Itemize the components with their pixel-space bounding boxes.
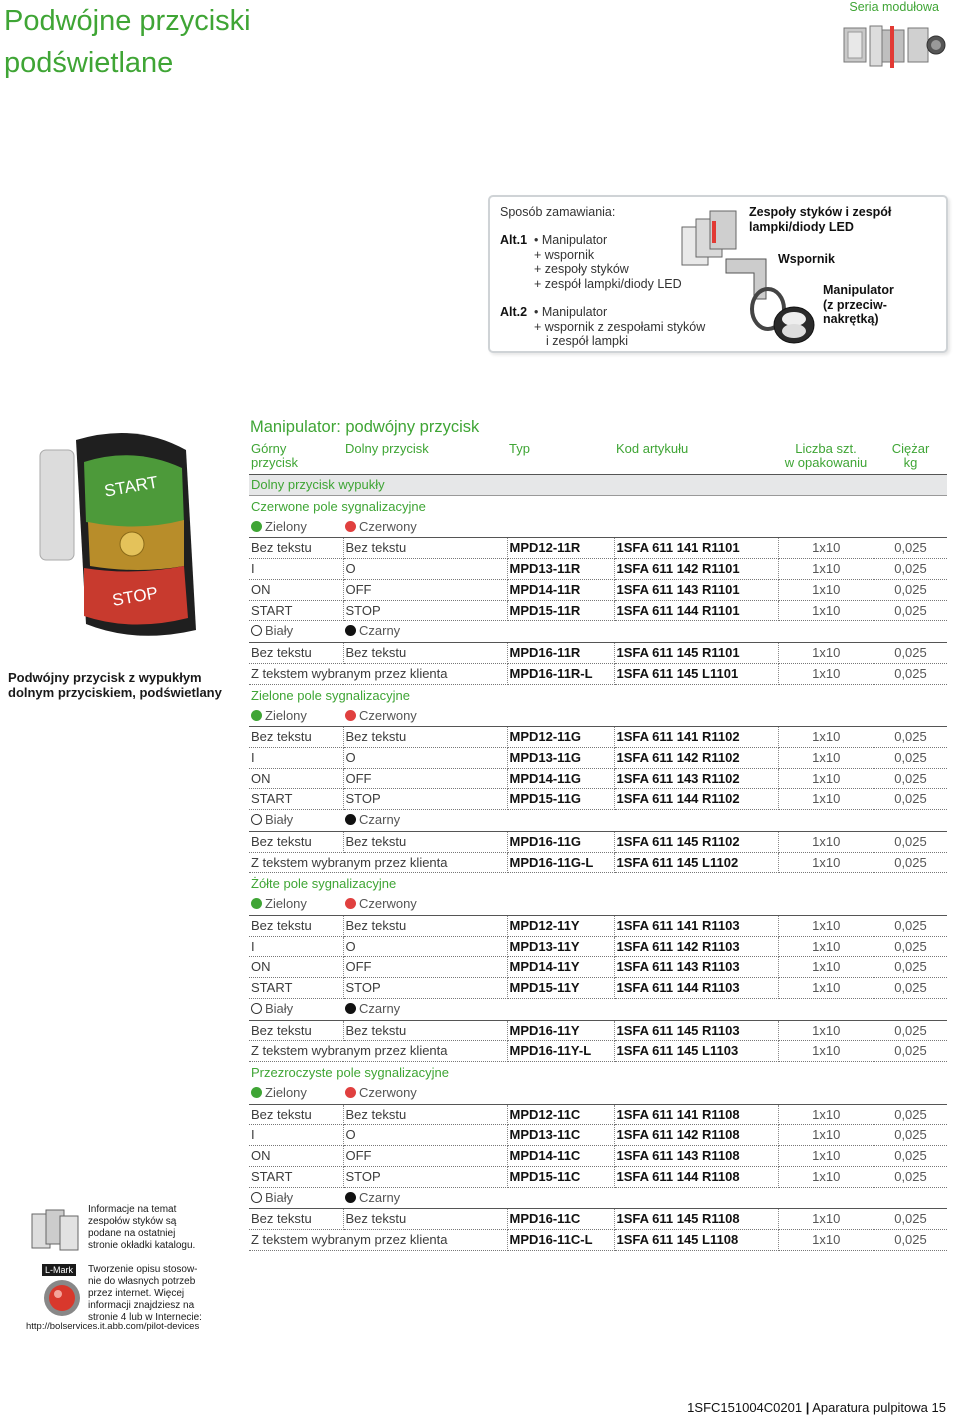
- green-dot-icon: [251, 710, 262, 721]
- cell-qty: 1x10: [778, 600, 874, 621]
- cell-upper: Bez tekstu: [249, 1020, 343, 1041]
- contact-blocks-info-text: [88, 1204, 195, 1252]
- cell-upper: START: [249, 600, 343, 621]
- cell-custom-text: Z tekstem wybranym przez klienta: [249, 663, 507, 684]
- page-title: [4, 0, 251, 84]
- legend-lower: Czarny: [343, 999, 947, 1021]
- cell-code: 1SFA 611 145 L1101: [614, 663, 778, 684]
- color-legend-row: [249, 517, 947, 538]
- col-code: Kod artykułu: [614, 440, 778, 475]
- section-title-row: [249, 684, 947, 706]
- ordering-info-box: [488, 195, 948, 353]
- section-title: Zielone pole sygnalizacyjne: [251, 687, 410, 703]
- cell-upper: ON: [249, 1146, 343, 1167]
- cell-weight: 0,025: [874, 978, 947, 999]
- cell-custom-text: Z tekstem wybranym przez klienta: [249, 852, 507, 873]
- legend-upper: Zielony: [249, 894, 343, 915]
- cell-weight: 0,025: [874, 747, 947, 768]
- cell-upper: ON: [249, 768, 343, 789]
- cell-qty: 1x10: [778, 852, 874, 873]
- table-row: [249, 936, 947, 957]
- cell-upper: Bez tekstu: [249, 642, 343, 663]
- cell-upper: START: [249, 1167, 343, 1188]
- info-line: podane na ostatniej: [88, 1228, 176, 1239]
- cell-type: MPD16-11R-L: [507, 663, 614, 684]
- section-title-row: [249, 873, 947, 895]
- cell-lower: Bez tekstu: [343, 727, 507, 748]
- table-row: [249, 559, 947, 580]
- black-dot-icon: [345, 814, 356, 825]
- info-line: przez internet. Więcej: [88, 1288, 185, 1299]
- page-title-line2: podświetlane: [4, 47, 174, 79]
- cell-qty: 1x10: [778, 1146, 874, 1167]
- cell-upper: START: [249, 978, 343, 999]
- alt2-line: • Manipulator: [534, 305, 608, 319]
- cell-qty: 1x10: [778, 1125, 874, 1146]
- cell-lower: Bez tekstu: [343, 538, 507, 559]
- color-legend-row: [249, 1187, 947, 1209]
- info-line: Tworzenie opisu stosow-: [88, 1264, 198, 1275]
- double-pushbutton-photo: [36, 420, 206, 640]
- table-row: [249, 1125, 947, 1146]
- table-row: [249, 747, 947, 768]
- cell-code: 1SFA 611 145 L1103: [614, 1041, 778, 1062]
- cell-qty: 1x10: [778, 768, 874, 789]
- table-row-custom: [249, 1230, 947, 1251]
- section-title-row: [249, 1062, 947, 1084]
- red-dot-icon: [345, 521, 356, 532]
- cell-type: MPD12-11R: [507, 538, 614, 559]
- cell-lower: STOP: [343, 978, 507, 999]
- alt1-line: + zespoły styków: [534, 262, 629, 276]
- white-dot-icon: [251, 1192, 262, 1203]
- cell-lower: OFF: [343, 957, 507, 978]
- section-title: Żółte pole sygnalizacyjne: [251, 876, 397, 892]
- legend-upper: Biały: [249, 999, 343, 1021]
- info-line: informacji znajdziesz na: [88, 1300, 195, 1311]
- legend-lower: Czerwony: [343, 1083, 947, 1104]
- color-legend-row: [249, 1083, 947, 1104]
- cell-type: MPD16-11G-L: [507, 852, 614, 873]
- cell-qty: 1x10: [778, 1167, 874, 1188]
- legend-upper: Zielony: [249, 706, 343, 727]
- cell-weight: 0,025: [874, 663, 947, 684]
- cell-code: 1SFA 611 144 R1102: [614, 789, 778, 810]
- green-dot-icon: [251, 1087, 262, 1098]
- product-caption-line: dolnym przyciskiem, podświetlany: [8, 685, 222, 700]
- cell-lower: O: [343, 747, 507, 768]
- footer-section: Aparatura pulpitowa: [812, 1400, 928, 1415]
- table-row: [249, 1104, 947, 1125]
- cell-weight: 0,025: [874, 1125, 947, 1146]
- red-dot-icon: [345, 710, 356, 721]
- series-label: Seria modułowa: [849, 0, 939, 14]
- cell-weight: 0,025: [874, 831, 947, 852]
- green-dot-icon: [251, 898, 262, 909]
- table-row: [249, 727, 947, 748]
- table-row-custom: [249, 663, 947, 684]
- cell-weight: 0,025: [874, 957, 947, 978]
- legend-lower: Czarny: [343, 1187, 947, 1209]
- info-line: zespołów styków są: [88, 1216, 177, 1227]
- cell-type: MPD12-11C: [507, 1104, 614, 1125]
- cell-code: 1SFA 611 145 R1103: [614, 1020, 778, 1041]
- cell-qty: 1x10: [778, 1020, 874, 1041]
- cell-qty: 1x10: [778, 978, 874, 999]
- cell-qty: 1x10: [778, 663, 874, 684]
- legend-lower: Czerwony: [343, 517, 947, 538]
- cell-lower: STOP: [343, 600, 507, 621]
- info-line: stronie 4 lub w Internecie:: [88, 1312, 202, 1323]
- cell-lower: Bez tekstu: [343, 831, 507, 852]
- cell-type: MPD16-11R: [507, 642, 614, 663]
- cell-code: 1SFA 611 143 R1101: [614, 579, 778, 600]
- product-table: [249, 440, 947, 1251]
- cell-weight: 0,025: [874, 915, 947, 936]
- cell-upper: Bez tekstu: [249, 915, 343, 936]
- callout-actuator: [823, 283, 894, 327]
- cell-code: 1SFA 611 143 R1102: [614, 768, 778, 789]
- ordering-title: Sposób zamawiania:: [500, 205, 616, 219]
- cell-type: MPD13-11G: [507, 747, 614, 768]
- footer-page-number: 15: [931, 1400, 946, 1415]
- cell-code: 1SFA 611 145 R1108: [614, 1209, 778, 1230]
- cell-qty: 1x10: [778, 936, 874, 957]
- cell-qty: 1x10: [778, 579, 874, 600]
- cell-weight: 0,025: [874, 1146, 947, 1167]
- callout-contacts: [749, 205, 891, 234]
- cell-lower: Bez tekstu: [343, 1209, 507, 1230]
- table-row: [249, 1167, 947, 1188]
- product-caption: [8, 670, 230, 700]
- cell-weight: 0,025: [874, 727, 947, 748]
- legend-upper: Zielony: [249, 1083, 343, 1104]
- product-caption-line: Podwójny przycisk z wypukłym: [8, 670, 202, 685]
- page-footer: [687, 1400, 946, 1415]
- white-dot-icon: [251, 1003, 262, 1014]
- table-row: [249, 915, 947, 936]
- cell-qty: 1x10: [778, 1041, 874, 1062]
- col-lower-button: Dolny przycisk: [343, 440, 507, 475]
- lmark-button-icon: [42, 1278, 82, 1318]
- cell-code: 1SFA 611 144 R1101: [614, 600, 778, 621]
- cell-weight: 0,025: [874, 1104, 947, 1125]
- cell-weight: 0,025: [874, 1230, 947, 1251]
- color-legend-row: [249, 894, 947, 915]
- cell-type: MPD12-11Y: [507, 915, 614, 936]
- table-row: [249, 768, 947, 789]
- cell-type: MPD15-11G: [507, 789, 614, 810]
- cell-type: MPD16-11C-L: [507, 1230, 614, 1251]
- black-dot-icon: [345, 625, 356, 636]
- section-title-row: [249, 495, 947, 517]
- cell-weight: 0,025: [874, 579, 947, 600]
- cell-weight: 0,025: [874, 642, 947, 663]
- cell-qty: 1x10: [778, 727, 874, 748]
- color-legend-row: [249, 621, 947, 643]
- cell-lower: O: [343, 936, 507, 957]
- cell-qty: 1x10: [778, 915, 874, 936]
- red-dot-icon: [345, 898, 356, 909]
- alt2-line: i zespół lampki: [546, 334, 628, 348]
- green-dot-icon: [251, 521, 262, 532]
- table-row: [249, 579, 947, 600]
- cell-weight: 0,025: [874, 768, 947, 789]
- info-line: Informacje na temat: [88, 1204, 177, 1215]
- cell-custom-text: Z tekstem wybranym przez klienta: [249, 1230, 507, 1251]
- cell-upper: I: [249, 559, 343, 580]
- button-bottom-label: STOP: [110, 583, 160, 610]
- table-row-custom: [249, 1041, 947, 1062]
- legend-lower: Czerwony: [343, 894, 947, 915]
- legend-lower: Czerwony: [343, 706, 947, 727]
- cell-qty: 1x10: [778, 559, 874, 580]
- cell-code: 1SFA 611 145 L1108: [614, 1230, 778, 1251]
- cell-type: MPD16-11C: [507, 1209, 614, 1230]
- cell-weight: 0,025: [874, 789, 947, 810]
- cell-upper: ON: [249, 957, 343, 978]
- col-weight: Ciężar kg: [874, 440, 947, 475]
- cell-code: 1SFA 611 145 L1102: [614, 852, 778, 873]
- alt2-line: + wspornik z zespołami styków: [534, 319, 706, 334]
- cell-custom-text: Z tekstem wybranym przez klienta: [249, 1041, 507, 1062]
- contact-block-icon: [28, 1204, 82, 1256]
- alt1-line: • Manipulator: [534, 233, 608, 247]
- alt1-line: + wspornik: [534, 247, 595, 262]
- legend-upper: Biały: [249, 1187, 343, 1209]
- cell-lower: O: [343, 559, 507, 580]
- cell-lower: Bez tekstu: [343, 642, 507, 663]
- table-header-row: [249, 440, 947, 475]
- col-type: Typ: [507, 440, 614, 475]
- cell-qty: 1x10: [778, 1209, 874, 1230]
- table-row: [249, 831, 947, 852]
- cell-code: 1SFA 611 144 R1103: [614, 978, 778, 999]
- lmark-label: L-Mark: [42, 1264, 76, 1276]
- cell-qty: 1x10: [778, 957, 874, 978]
- table-title: Manipulator: podwójny przycisk: [250, 418, 480, 436]
- red-dot-icon: [345, 1087, 356, 1098]
- cell-code: 1SFA 611 141 R1101: [614, 538, 778, 559]
- cell-upper: I: [249, 1125, 343, 1146]
- alt2-label: Alt.2: [500, 305, 528, 319]
- cell-upper: I: [249, 747, 343, 768]
- cell-type: MPD15-11C: [507, 1167, 614, 1188]
- cell-code: 1SFA 611 145 R1102: [614, 831, 778, 852]
- callout-actuator-line: nakrętką): [823, 312, 879, 326]
- cell-weight: 0,025: [874, 852, 947, 873]
- cell-qty: 1x10: [778, 1104, 874, 1125]
- button-top-label: START: [102, 472, 160, 501]
- callout-actuator-line: Manipulator: [823, 283, 894, 297]
- cell-upper: Bez tekstu: [249, 727, 343, 748]
- table-row: [249, 1020, 947, 1041]
- cell-upper: Bez tekstu: [249, 1209, 343, 1230]
- cell-upper: I: [249, 936, 343, 957]
- table-row: [249, 600, 947, 621]
- cell-weight: 0,025: [874, 1167, 947, 1188]
- black-dot-icon: [345, 1003, 356, 1014]
- cell-weight: 0,025: [874, 1020, 947, 1041]
- cell-weight: 0,025: [874, 559, 947, 580]
- cell-code: 1SFA 611 141 R1102: [614, 727, 778, 748]
- cell-weight: 0,025: [874, 538, 947, 559]
- cell-upper: START: [249, 789, 343, 810]
- cell-lower: O: [343, 1125, 507, 1146]
- footer-separator: |: [805, 1400, 810, 1415]
- section-title: Czerwone pole sygnalizacyjne: [251, 498, 426, 514]
- color-legend-row: [249, 706, 947, 727]
- pilot-devices-link[interactable]: http://bolservices.it.abb.com/pilot-devices: [26, 1321, 200, 1332]
- cell-type: MPD13-11Y: [507, 936, 614, 957]
- cell-upper: ON: [249, 579, 343, 600]
- cell-weight: 0,025: [874, 1209, 947, 1230]
- color-legend-row: [249, 999, 947, 1021]
- table-row: [249, 789, 947, 810]
- callout-actuator-line: (z przeciw-: [823, 297, 887, 312]
- cell-upper: Bez tekstu: [249, 831, 343, 852]
- table-row: [249, 978, 947, 999]
- cell-lower: Bez tekstu: [343, 915, 507, 936]
- cell-lower: Bez tekstu: [343, 1020, 507, 1041]
- cell-type: MPD14-11C: [507, 1146, 614, 1167]
- col-upper-button: Górny przycisk: [249, 440, 343, 475]
- table-row: [249, 538, 947, 559]
- color-legend-row: [249, 810, 947, 832]
- alt1-line: + zespół lampki/diody LED: [534, 276, 682, 291]
- cell-qty: 1x10: [778, 642, 874, 663]
- cell-lower: OFF: [343, 1146, 507, 1167]
- cell-code: 1SFA 611 143 R1108: [614, 1146, 778, 1167]
- cell-lower: OFF: [343, 768, 507, 789]
- cell-code: 1SFA 611 141 R1103: [614, 915, 778, 936]
- cell-weight: 0,025: [874, 936, 947, 957]
- white-dot-icon: [251, 625, 262, 636]
- white-dot-icon: [251, 814, 262, 825]
- legend-upper: Biały: [249, 810, 343, 832]
- cell-type: MPD15-11R: [507, 600, 614, 621]
- legend-upper: Biały: [249, 621, 343, 643]
- cell-qty: 1x10: [778, 831, 874, 852]
- legend-upper: Zielony: [249, 517, 343, 538]
- modular-series-image: [842, 18, 946, 74]
- cell-code: 1SFA 611 142 R1103: [614, 936, 778, 957]
- cell-code: 1SFA 611 145 R1101: [614, 642, 778, 663]
- col-qty: Liczba szt. w opakowaniu: [778, 440, 874, 475]
- cell-weight: 0,025: [874, 600, 947, 621]
- callout-contacts-line: Zespoły styków i zespół: [749, 205, 892, 219]
- footer-doc-code: 1SFC151004C0201: [687, 1400, 803, 1415]
- callout-contacts-line: lampki/diody LED: [749, 219, 854, 234]
- alt1-list: [534, 233, 682, 291]
- cell-qty: 1x10: [778, 1230, 874, 1251]
- cell-lower: STOP: [343, 789, 507, 810]
- info-line: nie do własnych potrzeb: [88, 1276, 196, 1287]
- cell-qty: 1x10: [778, 789, 874, 810]
- convex-band: [249, 475, 947, 496]
- cell-weight: 0,025: [874, 1041, 947, 1062]
- cell-type: MPD16-11G: [507, 831, 614, 852]
- convex-label: Dolny przycisk wypukły: [249, 475, 947, 496]
- cell-qty: 1x10: [778, 538, 874, 559]
- callout-holder: Wspornik: [778, 252, 835, 266]
- cell-upper: Bez tekstu: [249, 1104, 343, 1125]
- lmark-info-text: [88, 1264, 202, 1324]
- cell-type: MPD14-11R: [507, 579, 614, 600]
- cell-type: MPD14-11G: [507, 768, 614, 789]
- contact-blocks-info: [22, 1200, 212, 1258]
- cell-lower: OFF: [343, 579, 507, 600]
- cell-code: 1SFA 611 142 R1108: [614, 1125, 778, 1146]
- cell-code: 1SFA 611 142 R1102: [614, 747, 778, 768]
- cell-type: MPD12-11G: [507, 727, 614, 748]
- cell-code: 1SFA 611 143 R1103: [614, 957, 778, 978]
- table-row-custom: [249, 852, 947, 873]
- cell-qty: 1x10: [778, 747, 874, 768]
- cell-upper: Bez tekstu: [249, 538, 343, 559]
- black-dot-icon: [345, 1192, 356, 1203]
- cell-lower: Bez tekstu: [343, 1104, 507, 1125]
- info-line: stronie okładki katalogu.: [88, 1240, 196, 1251]
- cell-code: 1SFA 611 142 R1101: [614, 559, 778, 580]
- legend-lower: Czarny: [343, 810, 947, 832]
- cell-lower: STOP: [343, 1167, 507, 1188]
- table-row: [249, 1146, 947, 1167]
- legend-lower: Czarny: [343, 621, 947, 643]
- cell-type: MPD13-11R: [507, 559, 614, 580]
- cell-type: MPD16-11Y: [507, 1020, 614, 1041]
- cell-code: 1SFA 611 144 R1108: [614, 1167, 778, 1188]
- cell-type: MPD15-11Y: [507, 978, 614, 999]
- cell-type: MPD16-11Y-L: [507, 1041, 614, 1062]
- alt1-label: Alt.1: [500, 233, 528, 247]
- table-row: [249, 957, 947, 978]
- section-title: Przezroczyste pole sygnalizacyjne: [251, 1065, 449, 1081]
- table-row: [249, 1209, 947, 1230]
- table-row: [249, 642, 947, 663]
- page-title-line1: Podwójne przyciski: [4, 5, 251, 37]
- cell-type: MPD13-11C: [507, 1125, 614, 1146]
- cell-code: 1SFA 611 141 R1108: [614, 1104, 778, 1125]
- cell-type: MPD14-11Y: [507, 957, 614, 978]
